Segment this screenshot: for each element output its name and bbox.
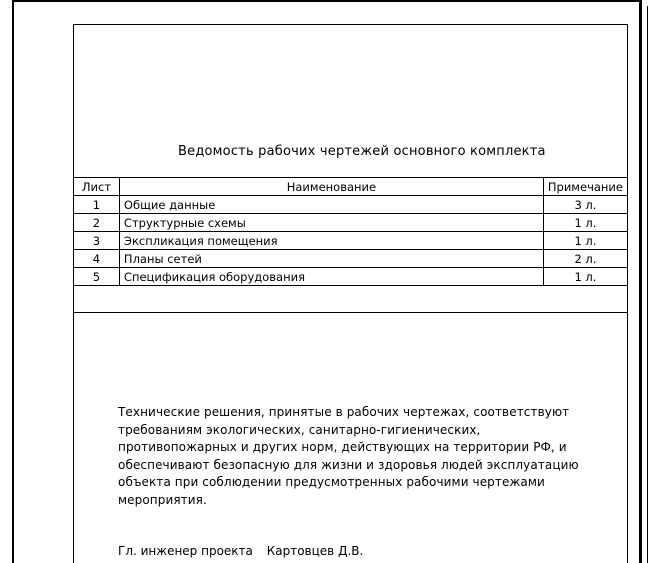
drawing-register-table bbox=[73, 177, 628, 286]
statement-line: мероприятия. bbox=[118, 492, 207, 507]
column-header-note: Примечание bbox=[543, 178, 627, 196]
table-row bbox=[74, 250, 628, 268]
column-header-name: Наименование bbox=[119, 178, 543, 196]
sheet-number: 4 bbox=[74, 250, 120, 268]
sheet-name: Спецификация оборудования bbox=[119, 268, 543, 286]
sheet-name: Экспликация помещения bbox=[119, 232, 543, 250]
sheet-number: 1 bbox=[74, 196, 120, 214]
table-header-row bbox=[74, 178, 628, 196]
signature-line bbox=[118, 544, 373, 558]
section-divider bbox=[73, 312, 628, 313]
signer-name: Картовцев Д.В. bbox=[266, 544, 364, 558]
table-row bbox=[74, 232, 628, 250]
table-row bbox=[74, 268, 628, 286]
sheet-note: 2 л. bbox=[543, 250, 627, 268]
sheet-note: 1 л. bbox=[543, 232, 627, 250]
sheet-note: 3 л. bbox=[543, 196, 627, 214]
statement-line: объекта при соблюдении предусмотренных рабочими чертежами bbox=[118, 475, 545, 489]
statement-line: противопожарных и других норм, действующих на территории РФ, и bbox=[118, 440, 567, 454]
sheet-name: Планы сетей bbox=[119, 250, 543, 268]
sheet-name: Структурные схемы bbox=[119, 214, 543, 232]
sheet-number: 5 bbox=[74, 268, 120, 286]
table-row bbox=[74, 196, 628, 214]
sheet-note: 1 л. bbox=[543, 268, 627, 286]
document-title: Ведомость рабочих чертежей основного комплекта bbox=[178, 144, 546, 159]
compliance-statement bbox=[118, 404, 598, 509]
sheet-note: 1 л. bbox=[543, 214, 627, 232]
statement-line: требованиям экологических, санитарно-гигиенических, bbox=[118, 422, 481, 437]
sheet-number: 3 bbox=[74, 232, 120, 250]
statement-line: Технические решения, принятые в рабочих чертежах, соответствуют bbox=[118, 405, 570, 419]
table-row bbox=[74, 214, 628, 232]
sheet-number: 2 bbox=[74, 214, 120, 232]
statement-line: обеспечивают безопасную для жизни и здоровья людей эксплуатацию bbox=[118, 457, 579, 472]
sheet-name: Общие данные bbox=[119, 196, 543, 214]
column-header-sheet: Лист bbox=[74, 178, 120, 196]
signer-role: Гл. инженер проекта bbox=[118, 544, 253, 558]
sheet-edge-line bbox=[647, 6, 648, 563]
